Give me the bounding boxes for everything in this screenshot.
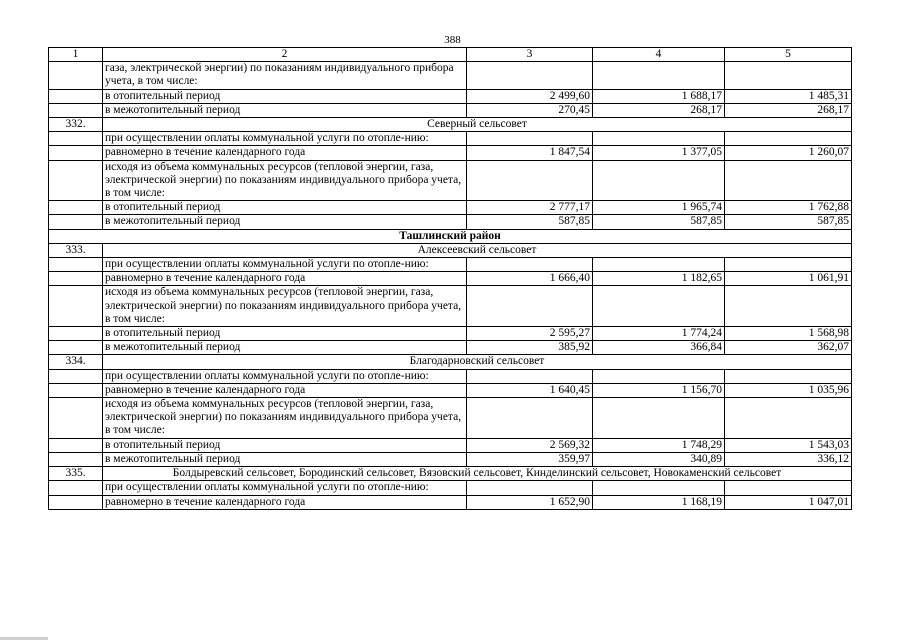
value-column-4 (593, 481, 725, 495)
value-column-3 (467, 481, 593, 495)
table-row (49, 438, 852, 452)
row-description: в межотопительный период (103, 341, 467, 355)
page-number: 388 (444, 34, 461, 46)
value-column-3: 587,85 (467, 215, 593, 229)
table-row (49, 258, 852, 272)
item-number (49, 62, 103, 89)
item-number (49, 160, 103, 201)
table-row (49, 495, 852, 509)
value-column-4: 268,17 (593, 103, 725, 117)
tariff-table (48, 47, 852, 510)
value-column-4: 587,85 (593, 215, 725, 229)
row-description: при осуществлении оплаты коммунальной услуги по отопле-нию: (103, 369, 467, 383)
value-column-4: 1 156,70 (593, 383, 725, 397)
value-column-3: 1 666,40 (467, 272, 593, 286)
table-row (49, 398, 852, 439)
column-number: 1 (49, 48, 103, 62)
table-row (49, 272, 852, 286)
row-description: в межотопительный период (103, 215, 467, 229)
value-column-4 (593, 286, 725, 327)
table-row (49, 62, 852, 89)
district-heading: Ташлинский район (49, 229, 852, 243)
row-description: исходя из объема коммунальных ресурсов (тепловой энергии, газа, электрической энергии) по показаниям индивидуального прибора учета, в том числе: (103, 160, 467, 201)
value-column-5: 1 035,96 (725, 383, 852, 397)
item-number (49, 132, 103, 146)
value-column-4: 366,84 (593, 341, 725, 355)
section-heading-row (49, 243, 852, 257)
item-number (49, 327, 103, 341)
value-column-5: 1 543,03 (725, 438, 852, 452)
item-number: 334. (49, 355, 103, 369)
table-row (49, 215, 852, 229)
row-description: в межотопительный период (103, 452, 467, 466)
value-column-5: 1 485,31 (725, 89, 852, 103)
value-column-3: 270,45 (467, 103, 593, 117)
value-column-3: 1 847,54 (467, 146, 593, 160)
value-column-3: 2 595,27 (467, 327, 593, 341)
value-column-3 (467, 398, 593, 439)
section-heading-row (49, 355, 852, 369)
value-column-5 (725, 286, 852, 327)
value-column-5 (725, 160, 852, 201)
value-column-5: 1 762,88 (725, 201, 852, 215)
table-row (49, 286, 852, 327)
item-number (49, 452, 103, 466)
item-number (49, 286, 103, 327)
item-number (49, 215, 103, 229)
value-column-5: 1 061,91 (725, 272, 852, 286)
item-number (49, 341, 103, 355)
value-column-4: 1 688,17 (593, 89, 725, 103)
value-column-4 (593, 62, 725, 89)
column-number-row (49, 48, 852, 62)
item-number (49, 258, 103, 272)
column-number: 3 (467, 48, 593, 62)
table-row (49, 383, 852, 397)
item-number: 332. (49, 118, 103, 132)
value-column-4 (593, 258, 725, 272)
item-number (49, 89, 103, 103)
row-description: в отопительный период (103, 201, 467, 215)
item-number (49, 398, 103, 439)
table-row (49, 201, 852, 215)
value-column-5 (725, 481, 852, 495)
value-column-4 (593, 132, 725, 146)
value-column-5 (725, 398, 852, 439)
value-column-3: 2 777,17 (467, 201, 593, 215)
value-column-4: 1 774,24 (593, 327, 725, 341)
column-number: 5 (725, 48, 852, 62)
value-column-3: 1 652,90 (467, 495, 593, 509)
row-description: при осуществлении оплаты коммунальной услуги по отопле-нию: (103, 132, 467, 146)
row-description: равномерно в течение календарного года (103, 383, 467, 397)
section-heading-row (49, 118, 852, 132)
item-number (49, 369, 103, 383)
column-number: 4 (593, 48, 725, 62)
table-row (49, 132, 852, 146)
table-row (49, 341, 852, 355)
row-description: равномерно в течение календарного года (103, 272, 467, 286)
district-heading-row (49, 229, 852, 243)
value-column-5 (725, 258, 852, 272)
value-column-4: 340,89 (593, 452, 725, 466)
row-description: газа, электрической энергии) по показаниям индивидуального прибора учета, в том числе: (103, 62, 467, 89)
item-number (49, 201, 103, 215)
value-column-3 (467, 160, 593, 201)
table-row (49, 103, 852, 117)
value-column-5: 1 260,07 (725, 146, 852, 160)
table-row (49, 160, 852, 201)
table-row (49, 452, 852, 466)
row-description: в отопительный период (103, 89, 467, 103)
value-column-5 (725, 62, 852, 89)
table-row (49, 481, 852, 495)
value-column-3 (467, 132, 593, 146)
item-number (49, 481, 103, 495)
table-row (49, 327, 852, 341)
value-column-3: 2 499,60 (467, 89, 593, 103)
table-row (49, 146, 852, 160)
value-column-4 (593, 369, 725, 383)
value-column-3: 385,92 (467, 341, 593, 355)
item-number (49, 272, 103, 286)
row-description: равномерно в течение календарного года (103, 495, 467, 509)
section-heading: Северный сельсовет (103, 118, 852, 132)
value-column-4: 1 748,29 (593, 438, 725, 452)
value-column-3 (467, 369, 593, 383)
value-column-3: 1 640,45 (467, 383, 593, 397)
row-description: в межотопительный период (103, 103, 467, 117)
row-description: исходя из объема коммунальных ресурсов (тепловой энергии, газа, электрической энергии) по показаниям индивидуального прибора учета, в том числе: (103, 286, 467, 327)
table-row (49, 369, 852, 383)
value-column-4: 1 168,19 (593, 495, 725, 509)
column-number: 2 (103, 48, 467, 62)
value-column-3 (467, 258, 593, 272)
value-column-4: 1 182,65 (593, 272, 725, 286)
item-number (49, 103, 103, 117)
value-column-3: 359,97 (467, 452, 593, 466)
value-column-3 (467, 286, 593, 327)
row-description: равномерно в течение календарного года (103, 146, 467, 160)
value-column-5: 268,17 (725, 103, 852, 117)
row-description: исходя из объема коммунальных ресурсов (тепловой энергии, газа, электрической энергии) по показаниям индивидуального прибора учета, в том числе: (103, 398, 467, 439)
value-column-4: 1 377,05 (593, 146, 725, 160)
item-number (49, 383, 103, 397)
item-number (49, 495, 103, 509)
row-description: при осуществлении оплаты коммунальной услуги по отопле-нию: (103, 481, 467, 495)
item-number (49, 438, 103, 452)
section-heading: Благодарновский сельсовет (103, 355, 852, 369)
value-column-5: 1 568,98 (725, 327, 852, 341)
value-column-4 (593, 160, 725, 201)
row-description: при осуществлении оплаты коммунальной услуги по отопле-нию: (103, 258, 467, 272)
value-column-5 (725, 369, 852, 383)
section-heading-row (49, 467, 852, 481)
value-column-3 (467, 62, 593, 89)
section-heading: Алексеевский сельсовет (103, 243, 852, 257)
table-row (49, 89, 852, 103)
row-description: в отопительный период (103, 438, 467, 452)
value-column-5: 587,85 (725, 215, 852, 229)
value-column-4 (593, 398, 725, 439)
row-description: в отопительный период (103, 327, 467, 341)
value-column-5 (725, 132, 852, 146)
item-number: 335. (49, 467, 103, 481)
value-column-4: 1 965,74 (593, 201, 725, 215)
section-heading: Болдыревский сельсовет, Бородинский сельсовет, Вязовский сельсовет, Кинделинский сельсовет, Новокаменский сельсовет (103, 467, 852, 481)
value-column-3: 2 569,32 (467, 438, 593, 452)
item-number: 333. (49, 243, 103, 257)
value-column-5: 336,12 (725, 452, 852, 466)
value-column-5: 1 047,01 (725, 495, 852, 509)
value-column-5: 362,07 (725, 341, 852, 355)
item-number (49, 146, 103, 160)
